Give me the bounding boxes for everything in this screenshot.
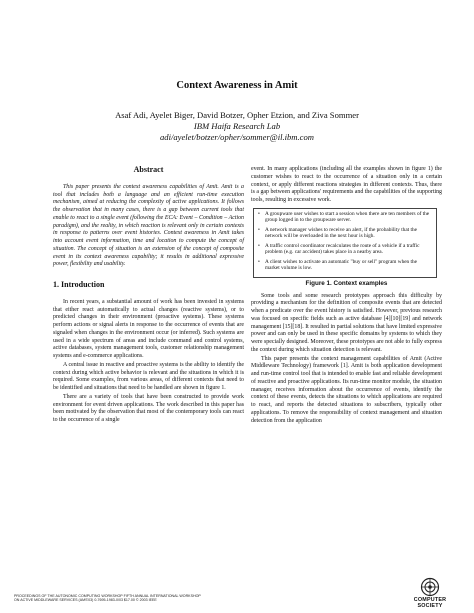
abstract-text: This paper presents the context awareness capabilities of Amit. Amit is a tool that includes both a language and an efficient run-time execution mechanism, aimed at reducing the complexity of active applications. It follows the observation that in many cases, there is a gap between current tools that enable to react to a single event (following the ECA: Event – Condition – Action paradigm), and the reality, in which reaction is relevant only in certain contexts in response to patterns over event histories. Context awareness in Amit takes into account event information, time and location to compute the concept of situation. The concept of situation is an extension of the concept of composite event in its context awareness capability; it results in additional expressive power, flexibility and usability. [53, 183, 244, 268]
bullet-icon: • [258, 242, 260, 249]
right-paragraph-continued: event. In many applications (including all the examples shown in figure 1) the customer wishes to react to the occurrence of a situation only in a certain context, or apply different reactions strategies in different contexts. Thus, there is a gap between applications' requirements and the capabilities of the supporting tools, resulting in excessive work. [251, 166, 442, 203]
footer-line-1: PROCEEDINGS OF THE AUTONOMIC COMPUTING WORKSHOP FIFTH ANNUAL INTERNATIONAL WORKSHOP [14, 594, 201, 598]
author-names: Asaf Adi, Ayelet Biger, David Botzer, Opher Etzion, and Ziva Sommer [115, 110, 359, 120]
logo-line-2: SOCIETY [417, 603, 443, 609]
footer-line-2: ON ACTIVE MIDDLEWARE SERVICES (AMS'03) 0-7695-1983-0/03 $17.00 © 2003 IEEE [14, 598, 157, 603]
author-affiliation: IBM Haifa Research Lab [193, 121, 281, 131]
paper-title: Context Awareness in Amit [176, 80, 298, 91]
bullet-icon: • [258, 258, 260, 265]
figure-1-caption: Figure 1. Context examples [305, 279, 388, 287]
abstract-heading: Abstract [133, 165, 164, 174]
intro-paragraph-1: In recent years, a substantial amount of work has been invested in systems that either react automatically to actual changes (reactive systems), or to predicted changes in their environment (proactive systems). These systems perform actions or signal alerts in response to the occurrence of events that are signaled when changes in the environment occur (or inferred). Such systems are used in a wide spectrum of areas and include command and control systems, active databases, system management tools, customer relationship management systems and e-commerce applications. [53, 298, 244, 359]
bullet-icon: • [258, 210, 260, 217]
right-column [251, 166, 442, 426]
author-block [0, 110, 474, 143]
section-heading-introduction: 1. Introduction [53, 280, 105, 289]
computer-society-logo [405, 577, 455, 609]
bullet-icon: • [258, 226, 260, 233]
figure-item: • A traffic control coordinator recalculates the route of a vehicle if a traffic problem (e.g. car accident) takes place in a nearby area. [258, 242, 420, 256]
figure-1-box [253, 208, 437, 278]
left-column [53, 166, 244, 426]
logo-line-1: COMPUTER [413, 597, 447, 603]
figure-item: • A groupware user wishes to start a session when there are ten members of the group logged in to the groupware server. [258, 210, 430, 224]
author-email: adi/ayelet/botzer/opher/sommer@il.ibm.com [160, 132, 314, 142]
proceedings-footer [14, 594, 201, 603]
intro-paragraph-2: A central issue in reactive and proactive systems is the ability to identify the context during which active behavior is relevant and the situations in which it is required. Some examples, from various areas, of different contexts that need to be identified and situations that need to be handled are shown in figure 1. [53, 361, 244, 391]
right-paragraph-3: This paper presents the context management capabilities of Amit (Active Middleware Technology) framework [1]. Amit is both application development and run-time control tool that is intended to enable fast and reliable development of reactive and proactive applications. Its run-time monitor module, the situation manager, receives information about the occurrence of events, identify the context of these events, detects the situations to which applications are required to react, and reports the detected situations to subscribers, typically other applications. To remove the responsibility of context management and situation detection from the application [251, 355, 442, 424]
society-emblem-icon [420, 577, 440, 597]
intro-paragraph-3: There are a variety of tools that have been constructed to provide work environment for event driven applications. The work described in this paper has been motivated by the observation that most of the contemporary tools can react to the occurrence of a single [53, 393, 244, 423]
figure-item: • A client wishes to activate an automatic "buy or sell" program when the market volume is low. [258, 258, 418, 272]
right-paragraph-2: Some tools and some research prototypes approach this difficulty by providing a mechanism for the definition of composite events that are detected when a predicate over the event history is satisfied. However, previous research was focused on specific fields such as active database [4][10][19] and network management [15][18]. It resulted in partial solutions that have limited expressive power and can only be used in these specific domains by systems to which they were specially designed. Moreover, these prototypes are not able to fully express the context during which situation detection is relevant. [251, 292, 442, 353]
figure-item: • A network manager wishes to receive an alert, if the probability that the network will be overloaded in the next hour is high. [258, 226, 417, 240]
